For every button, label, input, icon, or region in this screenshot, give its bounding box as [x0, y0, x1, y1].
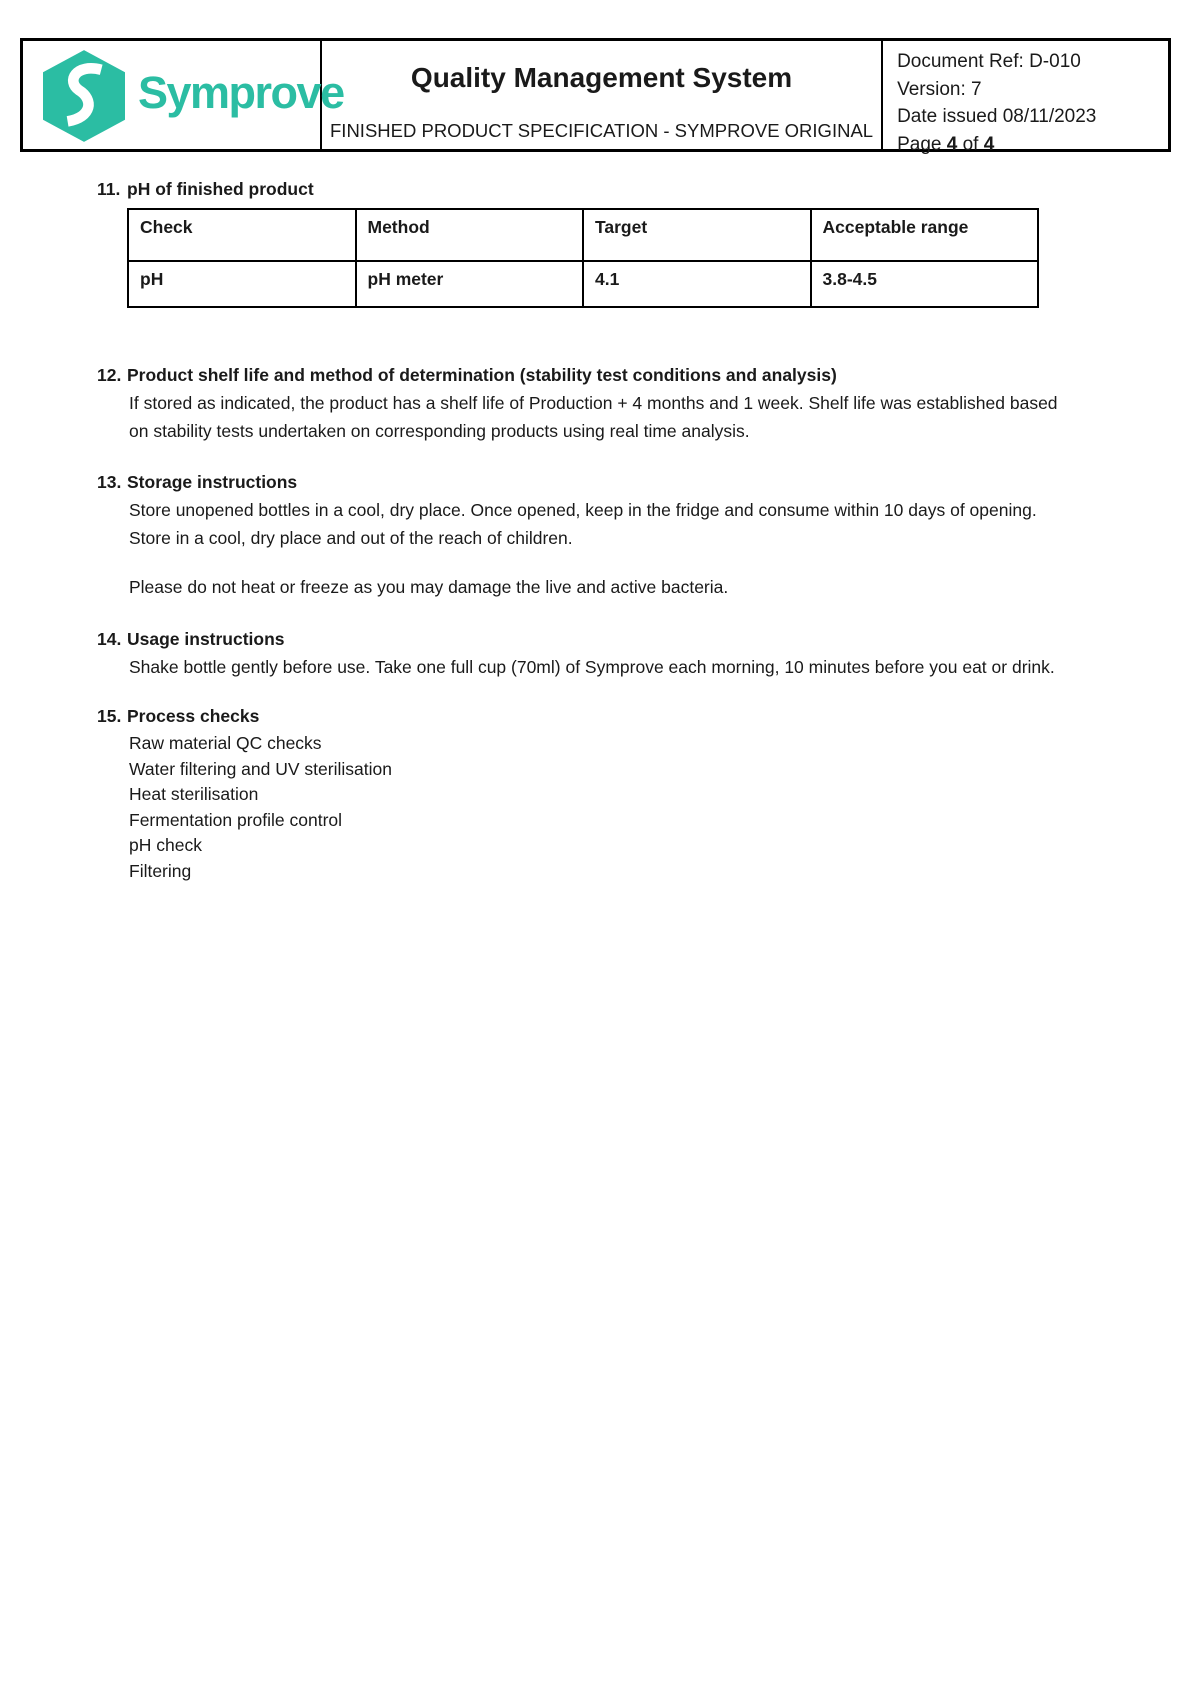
symprove-hexagon-icon — [43, 50, 125, 142]
process-check-item: Water filtering and UV sterilisation — [129, 758, 392, 779]
doc-date-issued: Date issued 08/11/2023 — [897, 106, 1097, 127]
col-header-target: Target — [583, 209, 811, 261]
section-12-heading — [97, 364, 1191, 386]
section-13-heading — [97, 471, 1191, 493]
document-title: Quality Management System — [410, 62, 793, 93]
col-header-check: Check — [128, 209, 356, 261]
ph-table-row — [128, 261, 1038, 307]
section-title: Usage instructions — [127, 628, 285, 649]
section-title: pH of finished product — [127, 179, 314, 199]
logo-cell — [23, 41, 344, 149]
section-11-heading — [97, 178, 1191, 200]
cell-check: pH — [128, 261, 356, 307]
page-total: 4 — [983, 133, 995, 155]
cell-target: 4.1 — [583, 261, 811, 307]
col-header-method: Method — [356, 209, 584, 261]
process-check-item: Fermentation profile control — [129, 809, 343, 830]
symprove-logo — [43, 50, 344, 142]
section-13-paragraph-2: Please do not heat or freeze as you may damage the live and active bacteria. — [129, 577, 729, 597]
section-title: Product shelf life and method of determination (stability test conditions and analysis) — [127, 365, 837, 385]
section-12-body: If stored as indicated, the product has a shelf life of Production + 4 months and 1 week. Shelf life was established based on stability tests undertaken on corresponding products using real time analysis. — [129, 393, 1058, 441]
page-of-word: of — [962, 133, 979, 155]
cell-acceptable-range: 3.8-4.5 — [811, 261, 1039, 307]
page-word: Page — [897, 133, 942, 155]
section-13-paragraph-1: Store unopened bottles in a cool, dry place. Once opened, keep in the fridge and consume within 10 days of opening. Store in a cool, dry place and out of the reach of children. — [129, 500, 1037, 548]
process-check-item: Raw material QC checks — [129, 733, 322, 753]
section-number: 14. — [97, 628, 122, 649]
document-body — [0, 152, 1191, 884]
section-number: 11. — [97, 179, 121, 199]
section-number: 15. — [97, 706, 122, 726]
section-number: 13. — [97, 472, 122, 492]
ph-table-header-row — [128, 209, 1038, 261]
process-check-item: Heat sterilisation — [129, 784, 259, 804]
document-header — [20, 38, 1171, 155]
process-checks-list — [129, 731, 1191, 884]
section-number: 12. — [97, 365, 122, 385]
col-header-acceptable-range: Acceptable range — [811, 209, 1039, 261]
section-title: Storage instructions — [127, 472, 298, 492]
section-14-heading — [97, 628, 1191, 650]
cell-method: pH meter — [356, 261, 584, 307]
process-check-item: pH check — [129, 835, 202, 855]
page-number: 4 — [946, 133, 958, 155]
ph-table — [127, 208, 1039, 308]
document-subtitle: FINISHED PRODUCT SPECIFICATION - SYMPROVE ORIGINAL — [330, 120, 874, 141]
doc-version: Version: 7 — [897, 78, 982, 100]
doc-ref: Document Ref: D-010 — [897, 51, 1081, 72]
section-15-heading — [97, 705, 1191, 727]
document-meta — [883, 41, 1168, 155]
process-check-item: Filtering — [129, 860, 192, 881]
section-14-body: Shake bottle gently before use. Take one full cup (70ml) of Symprove each morning, 10 minutes before you eat or drink. — [129, 656, 1055, 677]
section-title: Process checks — [127, 706, 260, 726]
title-cell — [322, 41, 883, 149]
logo-text: Symprove — [138, 67, 344, 118]
